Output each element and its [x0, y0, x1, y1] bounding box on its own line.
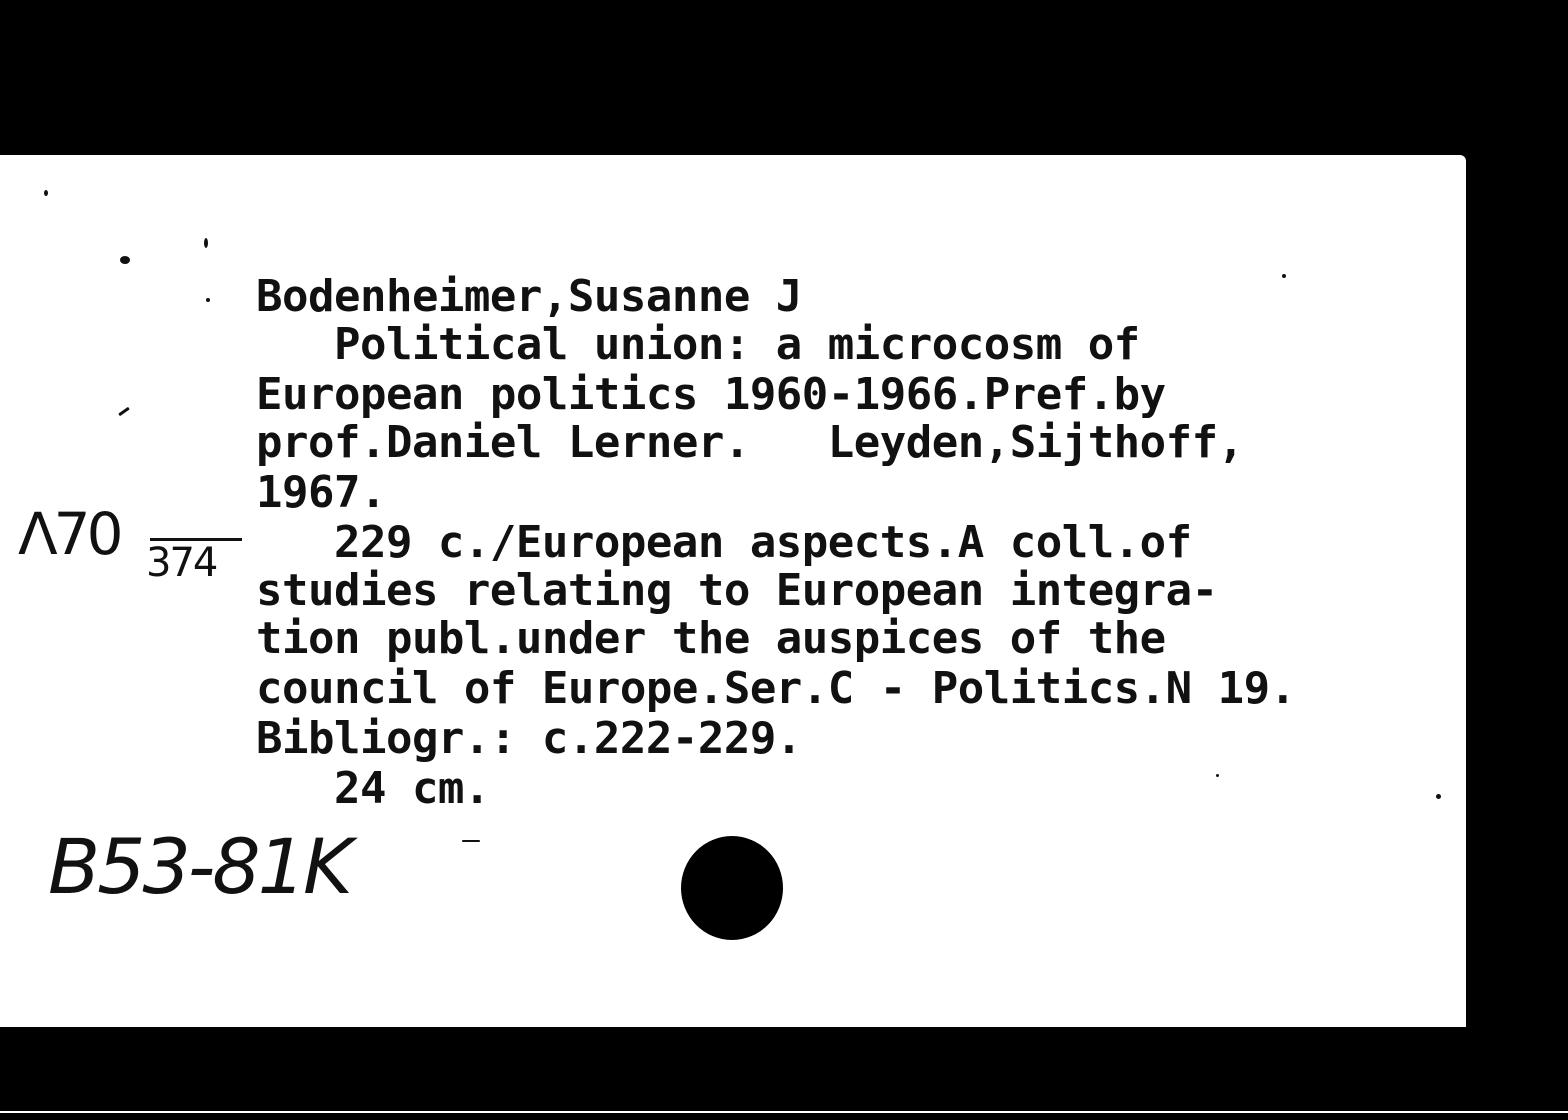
scan-speck [206, 298, 210, 302]
handwritten-shelfmark-sub: 374 [146, 540, 217, 586]
scan-speck [462, 840, 480, 842]
scan-edge-line [0, 1111, 1568, 1113]
imprint-line: prof.Daniel Lerner. Leyden,Sijthoff, [256, 417, 1244, 468]
punch-hole [681, 836, 783, 940]
scan-speck [44, 190, 48, 196]
handwritten-inventory-number: B53-81K [48, 822, 350, 911]
bibliography-line: Bibliogr.: c.222-229. [256, 713, 802, 764]
series-line-4: council of Europe.Ser.C - Politics.N 19. [256, 663, 1296, 714]
series-line-2: studies relating to European integra- [256, 565, 1218, 616]
scan-speck [1216, 774, 1219, 777]
series-line-3: tion publ.under the auspices of the [256, 613, 1166, 664]
handwritten-shelfmark: Λ70 [18, 500, 120, 568]
scan-speck [120, 256, 130, 264]
scan-speck [1282, 274, 1286, 278]
year-line: 1967. [256, 467, 386, 518]
title-line-2: European politics 1960-1966.Pref.by [256, 369, 1166, 420]
series-line-1: 229 c./European aspects.A coll.of [256, 517, 1192, 568]
dimensions-line: 24 cm. [256, 763, 490, 814]
scan-speck [1436, 794, 1441, 799]
title-line-1: Political union: a microcosm of [256, 319, 1140, 370]
author-line: Bodenheimer,Susanne J [256, 271, 802, 322]
scan-speck [204, 238, 208, 248]
